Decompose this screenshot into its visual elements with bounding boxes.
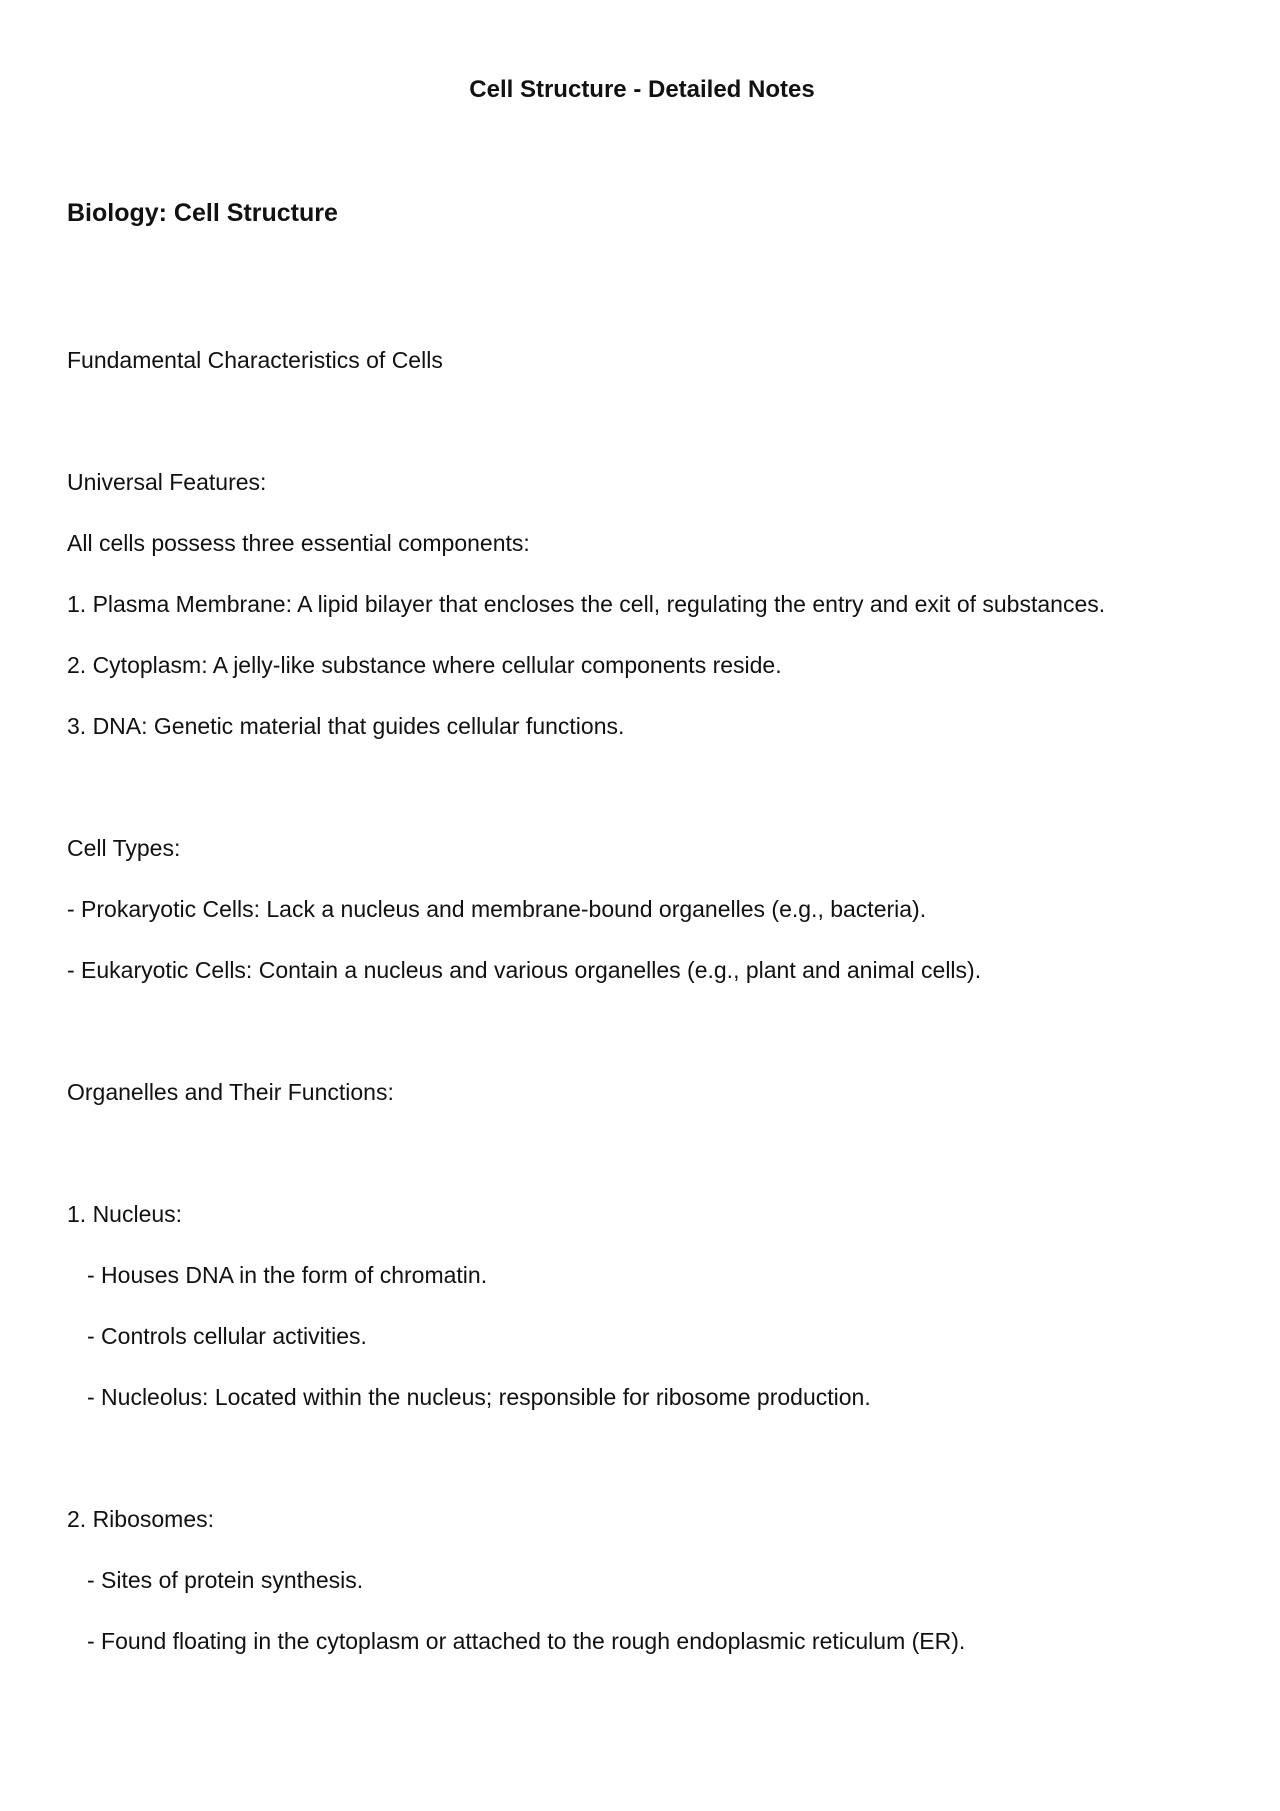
universal-features-intro: All cells possess three essential components:: [67, 530, 530, 556]
list-item: - Prokaryotic Cells: Lack a nucleus and membrane-bound organelles (e.g., bacteria).: [67, 896, 927, 922]
organelles-label: Organelles and Their Functions:: [67, 1079, 394, 1105]
section-title: Fundamental Characteristics of Cells: [67, 347, 443, 373]
list-item: - Eukaryotic Cells: Contain a nucleus and various organelles (e.g., plant and animal cells).: [67, 957, 982, 983]
list-item: 3. DNA: Genetic material that guides cellular functions.: [67, 713, 625, 739]
list-item: - Houses DNA in the form of chromatin.: [87, 1262, 488, 1288]
list-item: - Controls cellular activities.: [87, 1323, 367, 1349]
list-item: - Found floating in the cytoplasm or attached to the rough endoplasmic reticulum (ER).: [87, 1628, 966, 1654]
cell-types-label: Cell Types:: [67, 835, 181, 861]
list-item: - Sites of protein synthesis.: [87, 1567, 364, 1593]
universal-features-label: Universal Features:: [67, 469, 267, 495]
nucleus-label: 1. Nucleus:: [67, 1201, 183, 1227]
list-item: 2. Cytoplasm: A jelly-like substance where cellular components reside.: [67, 652, 782, 678]
list-item: - Nucleolus: Located within the nucleus; responsible for ribosome production.: [87, 1384, 871, 1410]
ribosomes-label: 2. Ribosomes:: [67, 1506, 215, 1532]
list-item: 1. Plasma Membrane: A lipid bilayer that encloses the cell, regulating the entry and exit of substances.: [67, 591, 1106, 617]
subject-heading: Biology: Cell Structure: [67, 199, 338, 227]
document-title: Cell Structure - Detailed Notes: [469, 76, 815, 103]
